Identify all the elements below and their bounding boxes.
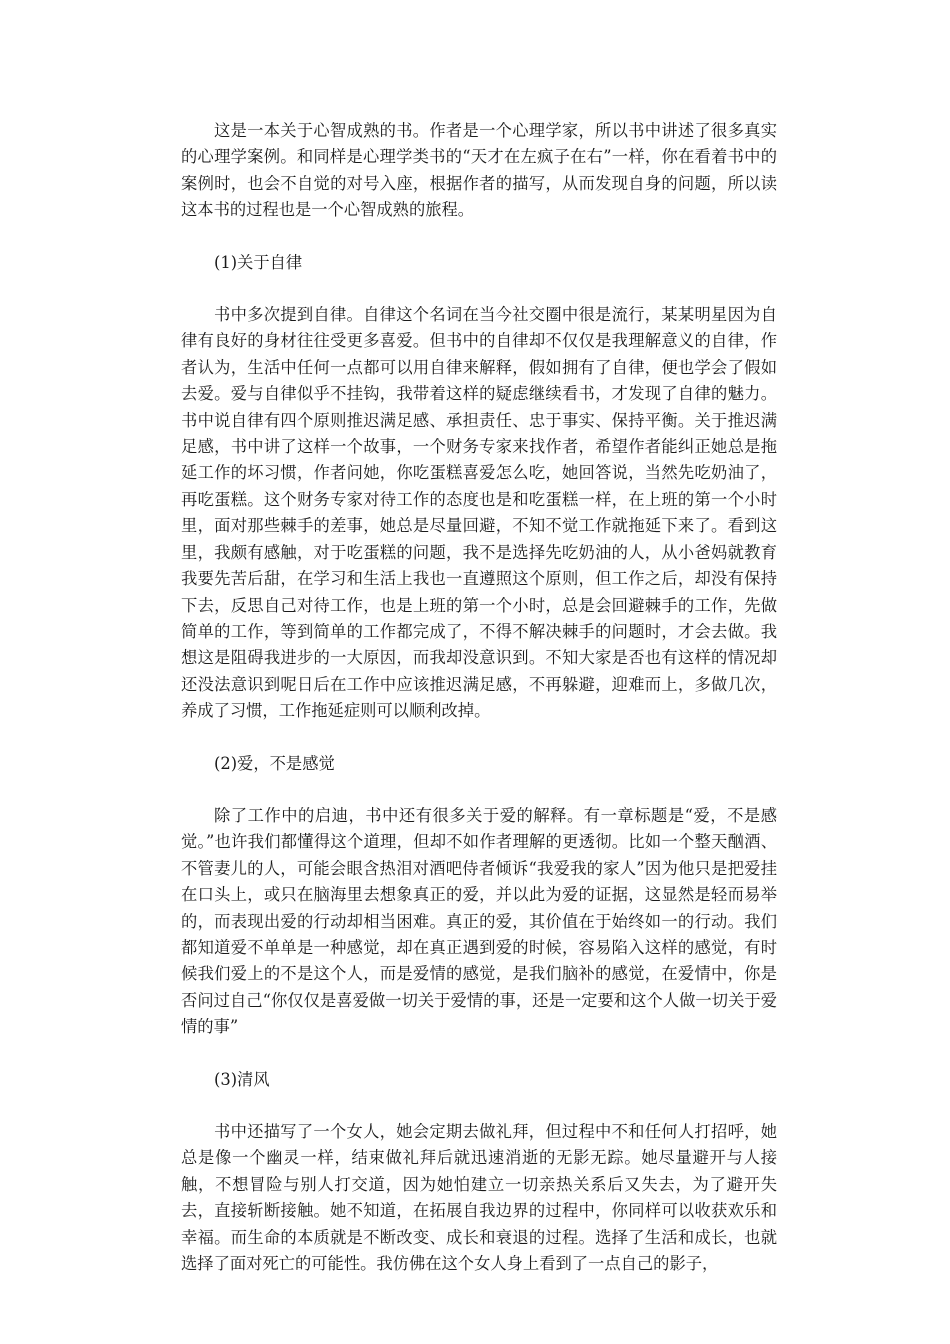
spacer xyxy=(181,725,777,751)
intro-paragraph: 这是一本关于心智成熟的书。作者是一个心理学家，所以书中讲述了很多真实的心理学案例。和同样是心理学类书的“天才在左疯子在右”一样，你在看着书中的案例时，也会不自觉的对号入座，根据作者的描写，从而发现自身的问题，所以读这本书的过程也是一个心智成熟的旅程。 xyxy=(181,121,777,220)
spacer xyxy=(181,224,777,250)
section-heading-love: (2)爱，不是感觉 xyxy=(214,753,335,773)
spacer xyxy=(181,1093,777,1119)
spacer xyxy=(181,1041,777,1067)
self-discipline-paragraph: 书中多次提到自律。自律这个名词在当今社交圈中很是流行，某某明星因为自律有良好的身材往往受更多喜爱。但书中的自律却不仅仅是我理解意义的自律，作者认为，生活中任何一点都可以用自律来解释，假如拥有了自律，便也学会了假如去爱。爱与自律似乎不挂钩，我带着这样的疑虑继续看书，才发现了自律的魅力。书中说自律有四个原则推迟满足感、承担责任、忠于事实、保持平衡。关于推迟满足感，书中讲了这样一个故事，一个财务专家来找作者，希望作者能纠正她总是拖延工作的坏习惯，作者问她，你吃蛋糕喜爱怎么吃，她回答说，当然先吃奶油了，再吃蛋糕。这个财务专家对待工作的态度也是和吃蛋糕一样，在上班的第一个小时里，面对那些棘手的差事，她总是尽量回避，不知不觉工作就拖延下来了。看到这里，我颇有感触，对于吃蛋糕的问题，我不是选择先吃奶油的人，从小爸妈就教育我要先苦后甜，在学习和生活上我也一直遵照这个原则，但工作之后，却没有保持下去，反思自己对待工作，也是上班的第一个小时，总是会回避棘手的工作，先做简单的工作，等到简单的工作都完成了，不得不解决棘手的问题时，才会去做。我想这是阻碍我进步的一大原因，而我却没意识到。不知大家是否也有这样的情况却还没法意识到呢日后在工作中应该推迟满足感，不再躲避，迎难而上，多做几次，养成了习惯，工作拖延症则可以顺利改掉。 xyxy=(181,305,777,721)
section-heading-breeze: (3)清风 xyxy=(214,1069,270,1089)
spacer xyxy=(181,276,777,302)
breeze-paragraph: 书中还描写了一个女人，她会定期去做礼拜，但过程中不和任何人打招呼，她总是像一个幽灵一样，结束做礼拜后就迅速消逝的无影无踪。她尽量避开与人接触，不想冒险与别人打交道，因为她怕建立一切亲热关系后又失去，为了避开失去，直接斩断接触。她不知道，在拓展自我边界的过程中，你同样可以收获欢乐和幸福。而生命的本质就是不断改变、成长和衰退的过程。选择了生活和成长，也就选择了面对死亡的可能性。我仿佛在这个女人身上看到了一点自己的影子， xyxy=(181,1122,777,1274)
love-paragraph: 除了工作中的启迪，书中还有很多关于爱的解释。有一章标题是“爱，不是感觉。”也许我们都懂得这个道理，但却不如作者理解的更透彻。比如一个整天酗酒、不管妻儿的人，可能会眼含热泪对酒吧侍者倾诉“我爱我的家人”因为他只是把爱挂在口头上，或只在脑海里去想象真正的爱，并以此为爱的证据，这显然是轻而易举的，而表现出爱的行动却相当困难。真正的爱，其价值在于始终如一的行动。我们都知道爱不单单是一种感觉，却在真正遇到爱的时候，容易陷入这样的感觉，有时候我们爱上的不是这个人，而是爱情的感觉，是我们脑补的感觉，在爱情中，你是否问过自己“你仅仅是喜爱做一切关于爱情的事，还是一定要和这个人做一切关于爱情的事” xyxy=(181,805,777,1037)
section-heading-self-discipline: (1)关于自律 xyxy=(214,252,303,272)
spacer xyxy=(181,777,777,803)
document-body xyxy=(181,118,777,1277)
